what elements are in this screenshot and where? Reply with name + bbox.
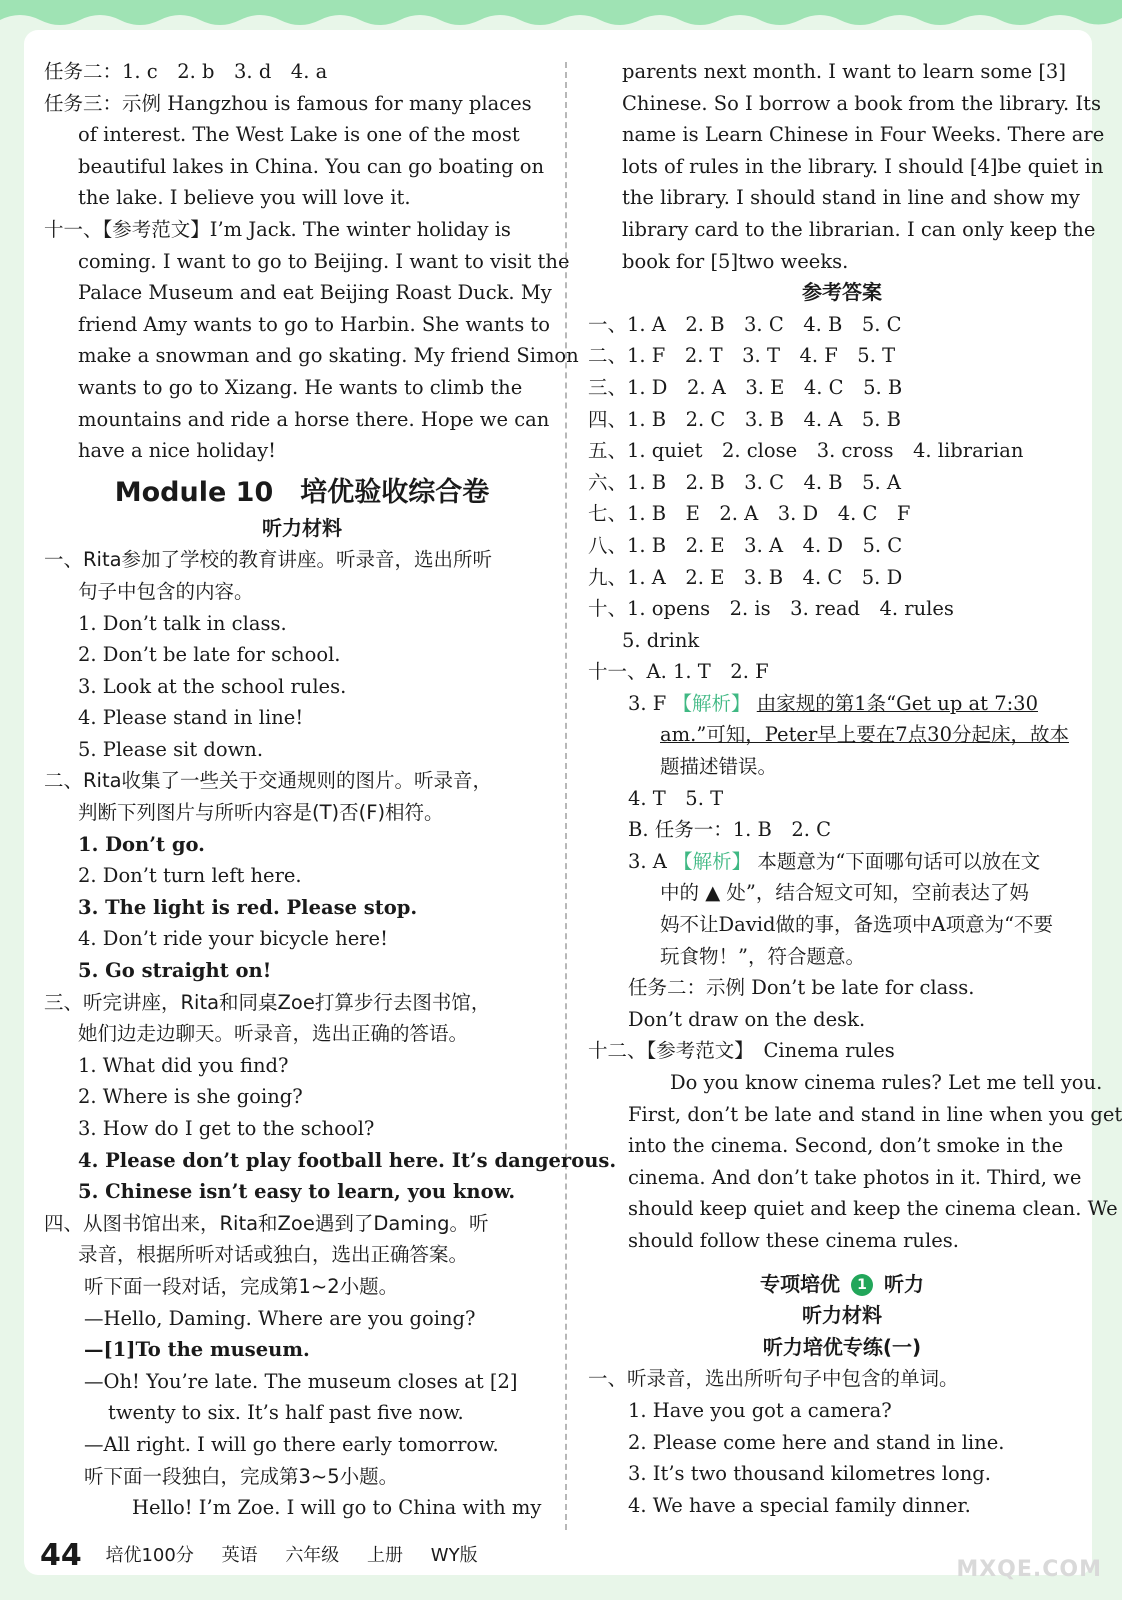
answer-row: 九、1. A 2. E 3. B 4. C 5. D — [588, 565, 903, 589]
dialogue-line: —Oh! You’re late. The museum closes at [2] — [84, 1369, 518, 1393]
task2-sample: 任务二：示例 Don’t be late for class. — [628, 976, 975, 1000]
special-title-a: 专项培优 — [760, 1271, 841, 1296]
dialogue-line: twenty to six. It’s half past five now. — [108, 1401, 464, 1425]
answer-row: 七、1. B E 2. A 3. D 4. C F — [588, 502, 911, 526]
answer-row: 五、1. quiet 2. close 3. cross 4. librarian — [588, 439, 1024, 463]
column-divider — [565, 62, 567, 1530]
task2-sample: Don’t draw on the desk. — [628, 1007, 866, 1031]
listening-item: 5. Go straight on! — [78, 959, 272, 983]
page-number: 44 — [40, 1538, 82, 1573]
answers-title: 参考答案 — [802, 280, 882, 305]
module-subtitle: 听力材料 — [262, 515, 342, 540]
text-line: make a snowman and go skating. My friend Simon — [78, 344, 579, 368]
right-column — [588, 56, 1122, 1521]
answer-row: 三、1. D 2. A 3. E 4. C 5. B — [588, 375, 903, 399]
analysis-tag: 【解析】 — [673, 849, 752, 873]
listening-item: 4. Please stand in line! — [78, 706, 304, 730]
section-heading-cont: 她们边走边聊天。听录音，选出正确的答语。 — [78, 1022, 469, 1046]
answer-row: 二、1. F 2. T 3. T 4. F 5. T — [588, 344, 896, 368]
answer-b3 — [588, 846, 1096, 878]
number-badge-icon: 1 — [851, 1274, 873, 1296]
listening-item: 5. Chinese isn’t easy to learn, you know. — [78, 1180, 516, 1204]
listening-item: 3. How do I get to the school? — [78, 1117, 375, 1140]
dialogue-line: —All right. I will go there early tomorrow. — [84, 1432, 499, 1456]
monologue-line: Chinese. So I borrow a book from the library. Its — [622, 91, 1101, 115]
text-line: wants to go to Xizang. He wants to climb the — [78, 375, 523, 399]
essay-twelve-head: 十二、【参考范文】 Cinema rules — [588, 1039, 895, 1063]
answer-row: 六、1. B 2. B 3. C 4. B 5. A — [588, 470, 902, 494]
answer-row: 一、1. A 2. B 3. C 4. B 5. C — [588, 312, 902, 336]
analysis-text: 中的 ▲ 处”，结合短文可知，空前表达了妈 — [660, 881, 1029, 905]
answer-row: 4. T 5. T — [628, 786, 724, 810]
section-heading: 三、听完讲座，Rita和同桌Zoe打算步行去图书馆， — [44, 990, 491, 1014]
listening-item: 4. Please don’t play football here. It’s dangerous. — [78, 1148, 617, 1172]
section-heading: 二、Rita收集了一些关于交通规则的图片。听录音， — [44, 769, 493, 793]
monologue-line: the library. I should stand in line and show my — [622, 186, 1080, 210]
footer-grade: 六年级 — [285, 1544, 340, 1566]
essay-line: into the cinema. Second, don’t smoke in the — [628, 1134, 1064, 1158]
essay-line: should keep quiet and keep the cinema clean. We — [628, 1197, 1118, 1221]
answer-a3 — [588, 688, 1096, 720]
analysis-tag: 【解析】 — [672, 691, 751, 715]
analysis-text: 本题意为“下面哪句话可以放在文 — [757, 849, 1041, 873]
monologue-line: name is Learn Chinese in Four Weeks. There are — [622, 123, 1105, 147]
top-wave-border — [0, 0, 1122, 34]
analysis-text: 由家规的第1条“Get up at 7:30 — [756, 691, 1038, 715]
monologue-line: library card to the librarian. I can only keep the — [622, 217, 1096, 241]
monologue-line: parents next month. I want to learn some [3] — [622, 60, 1066, 83]
listening-item: 3. The light is red. Please stop. — [78, 895, 418, 919]
footer-brand: 培优100分 — [105, 1544, 194, 1566]
instruction-line: 听下面一段对话，完成第1~2小题。 — [84, 1274, 399, 1298]
listening-item: 1. What did you find? — [78, 1053, 289, 1077]
listening-item: 3. It’s two thousand kilometres long. — [628, 1462, 991, 1486]
section-heading: 四、从图书馆出来，Rita和Zoe遇到了Daming。听 — [44, 1211, 489, 1235]
watermark-logo: MXQE.COM — [956, 1557, 1102, 1582]
task3-sample: 任务三：示例 Hangzhou is famous for many places — [44, 91, 532, 115]
section-heading-cont: 判断下列图片与所听内容是(T)否(F)相符。 — [78, 801, 444, 825]
essay-line: First, don’t be late and stand in line when you get — [628, 1102, 1122, 1126]
text-line: Palace Museum and eat Beijing Roast Duck. My — [78, 281, 552, 305]
section-heading-cont: 录音，根据所听对话或独白，选出正确答案。 — [78, 1243, 469, 1267]
listening-item: 5. Please sit down. — [78, 737, 264, 761]
listening-item: 1. Don’t go. — [78, 832, 205, 856]
listening-item: 2. Please come here and stand in line. — [628, 1430, 1005, 1454]
module-title: Module 10 培优验收综合卷 — [114, 476, 490, 508]
section-heading: 一、Rita参加了学校的教育讲座。听录音，选出所听 — [44, 548, 493, 572]
page-footer — [40, 1538, 500, 1573]
analysis-text: 妈不让David做的事，备选项中A项意为“不要 — [660, 913, 1054, 937]
analysis-text: am.”可知，Peter早上要在7点30分起床，故本 — [660, 723, 1069, 747]
answer-row: 十、1. opens 2. is 3. read 4. rules — [588, 597, 954, 621]
section-heading-cont: 句子中包含的内容。 — [78, 579, 254, 603]
special-subtitle: 听力材料 — [802, 1303, 882, 1328]
listening-item: 2. Where is she going? — [78, 1085, 303, 1109]
listening-item: 1. Don’t talk in class. — [78, 611, 287, 635]
text-line: mountains and ride a horse there. Hope we can — [78, 407, 550, 431]
monologue-line: lots of rules in the library. I should [4]be quiet in — [622, 154, 1104, 178]
monologue-line: book for [5]two weeks. — [622, 249, 849, 273]
essay-line: cinema. And don’t take photos in it. Third, we — [628, 1165, 1082, 1189]
special-title — [588, 1269, 1096, 1301]
answer-row: 5. drink — [622, 628, 700, 652]
listening-item: 2. Don’t turn left here. — [78, 864, 302, 888]
footer-subject: 英语 — [221, 1544, 258, 1566]
task2-answers: 任务二：1. c 2. b 3. d 4. a — [44, 60, 328, 83]
text-line: coming. I want to go to Beijing. I want to visit the — [78, 249, 570, 273]
listening-item: 4. We have a special family dinner. — [628, 1493, 971, 1517]
left-column — [44, 56, 617, 1524]
special-subtitle: 听力培优专练(一) — [762, 1334, 922, 1359]
text-line: of interest. The West Lake is one of the most — [78, 123, 520, 147]
essay-line: Do you know cinema rules? Let me tell you. — [670, 1071, 1103, 1094]
text-line: beautiful lakes in China. You can go boating on — [78, 154, 545, 178]
special-title-b: 听力 — [883, 1271, 924, 1296]
analysis-text: 玩食物！”，符合题意。 — [660, 944, 865, 968]
dialogue-line: —[1]To the museum. — [84, 1338, 310, 1362]
answer-row: 十一、A. 1. T 2. F — [588, 660, 769, 684]
text-line: the lake. I believe you will love it. — [78, 186, 411, 210]
answer-row: B. 任务一：1. B 2. C — [628, 818, 832, 842]
answer-label: 3. F — [628, 691, 667, 715]
monologue-line: Hello! I’m Zoe. I will go to China with my — [132, 1496, 542, 1520]
answer-row: 八、1. B 2. E 3. A 4. D 5. C — [588, 533, 903, 557]
section-heading: 一、听录音，选出所听句子中包含的单词。 — [588, 1367, 959, 1391]
dialogue-line: —Hello, Daming. Where are you going? — [84, 1306, 476, 1330]
footer-edition: WY版 — [430, 1544, 478, 1566]
listening-item: 4. Don’t ride your bicycle here! — [78, 927, 388, 951]
answer-row: 四、1. B 2. C 3. B 4. A 5. B — [588, 407, 902, 431]
footer-volume: 上册 — [367, 1544, 404, 1566]
essay-line: should follow these cinema rules. — [628, 1228, 959, 1252]
answer-label: 3. A — [628, 849, 667, 873]
text-line: have a nice holiday! — [78, 439, 276, 463]
listening-item: 1. Have you got a camera? — [628, 1398, 892, 1422]
essay-eleven-head: 十一、【参考范文】I’m Jack. The winter holiday is — [44, 217, 511, 241]
listening-item: 2. Don’t be late for school. — [78, 643, 341, 667]
text-line: friend Amy wants to go to Harbin. She wants to — [78, 312, 551, 336]
listening-item: 3. Look at the school rules. — [78, 674, 347, 698]
instruction-line: 听下面一段独白，完成第3~5小题。 — [84, 1464, 399, 1488]
analysis-text: 题描述错误。 — [660, 755, 778, 779]
